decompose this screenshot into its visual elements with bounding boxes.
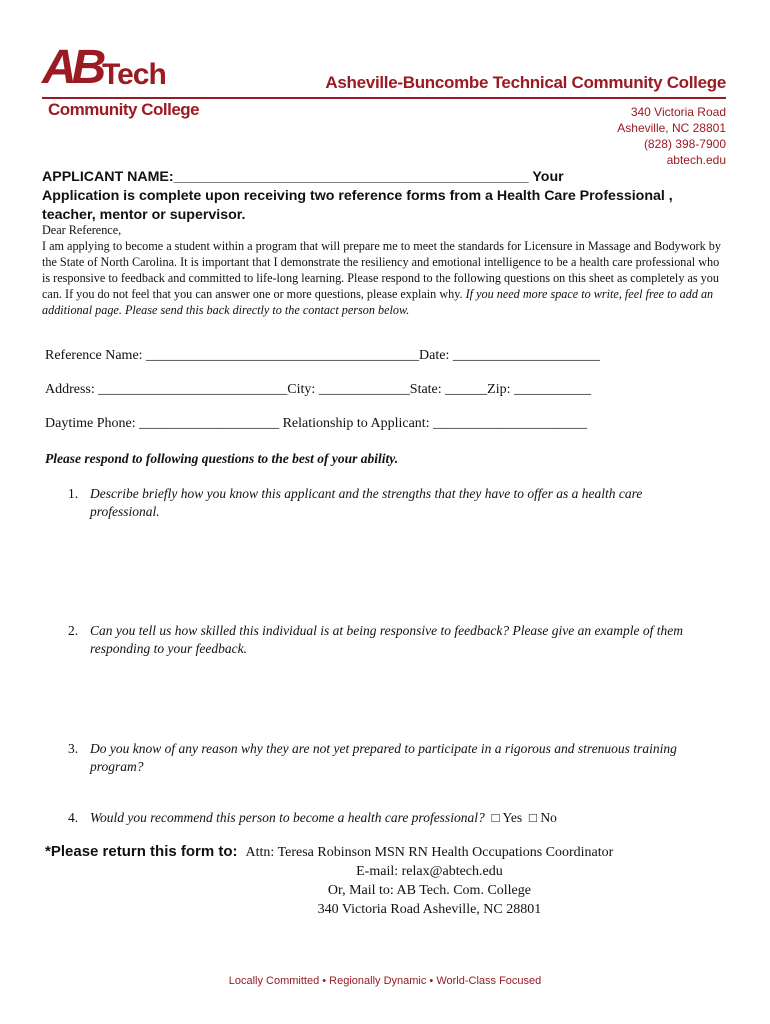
intro-line2: Application is complete upon receiving two reference forms from a Health Care Professional , [42,188,673,204]
question-text: Can you tell us how skilled this individual is at being responsive to feedback? Please give an example of them responding to your feedback. [90,623,684,656]
applicant-name-line: APPLICANT NAME:_____________________________________________ Your [42,169,564,185]
question-text: Describe briefly how you know this applicant and the strengths that they have to offer as a health care professional. [90,486,643,519]
contact-block [246,843,614,919]
college-phone: (828) 398-7900 [643,137,726,151]
contact-mail: Or, Mail to: AB Tech. Com. College [327,883,531,898]
applicant-intro [42,168,732,225]
question-text: Would you recommend this person to become a health care professional? [90,810,485,825]
address-row[interactable]: Address: ___________________________City: _____________State: ______Zip: ___________ [45,382,591,397]
question-2 [68,622,708,658]
question-number: 1. [68,486,79,501]
intro-line3: teacher, mentor or supervisor. [42,207,246,223]
logo-tech-text: Tech [102,58,166,91]
contact-attn: Attn: Teresa Robinson MSN RN Health Occupations Coordinator [245,845,614,860]
college-website: abtech.edu [666,153,726,167]
college-name: Asheville-Buncombe Technical Community College [325,73,726,92]
letter-greeting: Dear Reference, [42,223,122,237]
question-1 [68,485,708,521]
address-line2: Asheville, NC 28801 [617,121,726,135]
yes-checkbox[interactable]: □ [488,810,503,825]
return-label: *Please return this form to: [45,843,238,860]
letter-paragraph [42,238,730,318]
address-line1: 340 Victoria Road [630,105,726,119]
question-text: Do you know of any reason why they are not yet prepared to participate in a rigorous and strenuous training program? [90,741,677,774]
question-number: 4. [68,810,79,825]
contact-address: 340 Victoria Road Asheville, NC 28801 [317,902,542,917]
question-4 [68,809,728,827]
logo-ab-text: AB [42,41,102,94]
letter-text: I am applying to become a student within a program that will prepare me to meet the standards for Licensure in Massage and Bodywork by the State of North Carolina. It is important that I demonstrate the resiliency and emotional intelligence to be a health care professional who is responsive to feedback and committed to life-long learning. Please respond to the following questions on this sheet as completely as you can. If you do not feel that you can answer one or more questions, please explain why. [42,239,721,301]
footer-tagline: Locally Committed • Regionally Dynamic • World-Class Focused [228,975,542,987]
college-address [617,104,726,168]
logo-community-college-text: Community College [48,100,200,119]
reference-name-row[interactable]: Reference Name: _______________________________________Date: _____________________ [45,348,600,363]
yes-label: Yes [502,810,523,825]
no-checkbox[interactable]: □ [525,810,541,825]
letter-body [42,222,730,318]
no-label: No [540,810,557,825]
return-section [45,843,613,919]
question-number: 3. [68,741,79,756]
letter-italic-note: If you need more space to write, feel free to add an additional page. Please send this back directly to the contact person below. [42,287,714,317]
phone-relationship-row[interactable]: Daytime Phone: ____________________ Relationship to Applicant: ______________________ [45,416,588,431]
question-number: 2. [68,623,79,638]
header-rule [42,97,726,99]
contact-email[interactable]: E-mail: relax@abtech.edu [356,864,503,879]
instructions: Please respond to following questions to the best of your ability. [45,451,399,466]
question-3 [68,740,708,776]
